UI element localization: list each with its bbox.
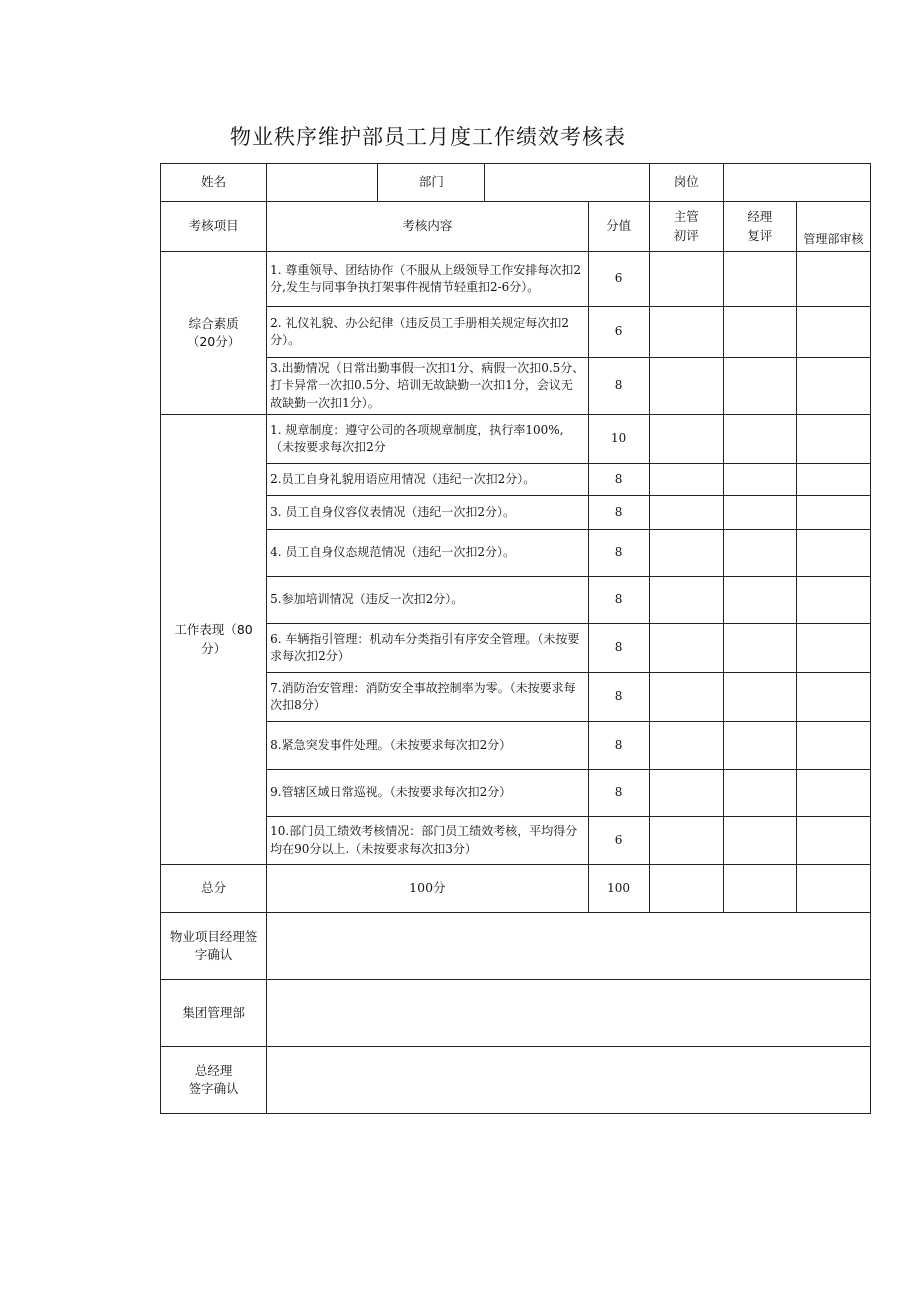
supervisor-score-cell[interactable] <box>649 673 723 722</box>
admin-total-cell[interactable] <box>796 865 870 913</box>
section-performance-name <box>161 415 267 865</box>
page-title: 物业秩序维护部员工月度工作绩效考核表 <box>230 125 626 149</box>
item-header: 考核项目 <box>161 202 267 252</box>
total-score: 100 <box>588 865 649 913</box>
admin-score-cell[interactable] <box>796 464 870 496</box>
post-label: 岗位 <box>649 164 723 202</box>
manager-score-cell[interactable] <box>723 673 796 722</box>
manager-score-cell[interactable] <box>723 770 796 817</box>
supervisor-score-cell[interactable] <box>649 252 723 307</box>
manager-header-line2: 复评 <box>747 227 773 243</box>
manager-score-cell[interactable] <box>723 624 796 673</box>
table-row <box>161 722 871 770</box>
section-quality-line2: （20分） <box>186 334 241 349</box>
total-content: 100分 <box>267 865 588 913</box>
table-row <box>161 252 871 307</box>
section-quality-line1: 综合素质 <box>188 315 239 331</box>
supervisor-header-line1: 主管 <box>673 209 699 225</box>
admin-score-cell[interactable] <box>796 817 870 865</box>
gm-signoff-label <box>161 1047 267 1114</box>
manager-score-cell[interactable] <box>723 464 796 496</box>
table-row <box>161 577 871 624</box>
supervisor-score-cell[interactable] <box>649 415 723 464</box>
table-row <box>161 624 871 673</box>
criterion-score: 8 <box>588 770 649 817</box>
supervisor-score-cell[interactable] <box>649 770 723 817</box>
criterion-text: 2. 礼仪礼貌、办公纪律（违反员工手册相关规定每次扣2分）。 <box>267 307 588 358</box>
gm-signoff-line2: 签字确认 <box>188 1081 239 1096</box>
criterion-text: 6. 车辆指引管理：机动车分类指引有序安全管理。（未按要求每次扣2分） <box>267 624 588 673</box>
manager-score-cell[interactable] <box>723 722 796 770</box>
admin-score-cell[interactable] <box>796 530 870 577</box>
manager-score-cell[interactable] <box>723 415 796 464</box>
manager-score-cell[interactable] <box>723 496 796 530</box>
info-row <box>161 164 871 202</box>
name-label: 姓名 <box>161 164 267 202</box>
table-row <box>161 770 871 817</box>
column-header-row <box>161 202 871 252</box>
criterion-score: 8 <box>588 722 649 770</box>
admin-score-cell[interactable] <box>796 358 870 415</box>
criterion-score: 8 <box>588 464 649 496</box>
gm-signature-field[interactable] <box>267 1047 871 1114</box>
group-admin-signature-field[interactable] <box>267 980 871 1047</box>
signoff-row <box>161 913 871 980</box>
manager-header-line1: 经理 <box>747 209 773 225</box>
criterion-score: 6 <box>588 307 649 358</box>
criterion-text: 9.管辖区域日常巡视。（未按要求每次扣2分） <box>267 770 588 817</box>
criterion-score: 8 <box>588 530 649 577</box>
criterion-text: 2.员工自身礼貌用语应用情况（违纪一次扣2分）。 <box>267 464 588 496</box>
post-field[interactable] <box>723 164 870 202</box>
admin-score-cell[interactable] <box>796 770 870 817</box>
gm-signoff-line1: 总经理 <box>194 1062 233 1078</box>
supervisor-score-cell[interactable] <box>649 464 723 496</box>
appraisal-form-table <box>160 163 871 1114</box>
table-row <box>161 307 871 358</box>
criterion-text: 1. 规章制度：遵守公司的各项规章制度，执行率100%,（未按要求每次扣2分 <box>267 415 588 464</box>
criterion-score: 6 <box>588 817 649 865</box>
supervisor-score-cell[interactable] <box>649 530 723 577</box>
criterion-score: 10 <box>588 415 649 464</box>
supervisor-score-cell[interactable] <box>649 722 723 770</box>
table-row <box>161 673 871 722</box>
table-row <box>161 496 871 530</box>
supervisor-score-cell[interactable] <box>649 358 723 415</box>
admin-score-cell[interactable] <box>796 496 870 530</box>
admin-review-header: 管理部审核 <box>796 202 870 252</box>
dept-field[interactable] <box>485 164 649 202</box>
project-manager-signature-field[interactable] <box>267 913 871 980</box>
manager-score-cell[interactable] <box>723 252 796 307</box>
supervisor-score-cell[interactable] <box>649 817 723 865</box>
criterion-text: 3.出勤情况（日常出勤事假一次扣1分、病假一次扣0.5分、打卡异常一次扣0.5分、培训无故缺勤一次扣1分，会议无故缺勤一次扣1分）。 <box>267 358 588 415</box>
admin-score-cell[interactable] <box>796 722 870 770</box>
project-manager-signoff-line1: 物业项目经理签 <box>169 928 258 944</box>
manager-header <box>723 202 796 252</box>
group-admin-signoff-label: 集团管理部 <box>161 980 267 1047</box>
name-field[interactable] <box>267 164 378 202</box>
manager-score-cell[interactable] <box>723 817 796 865</box>
manager-score-cell[interactable] <box>723 358 796 415</box>
admin-score-cell[interactable] <box>796 415 870 464</box>
criterion-text: 4. 员工自身仪态规范情况（违纪一次扣2分）。 <box>267 530 588 577</box>
supervisor-score-cell[interactable] <box>649 307 723 358</box>
manager-score-cell[interactable] <box>723 530 796 577</box>
dept-label: 部门 <box>378 164 485 202</box>
criterion-score: 6 <box>588 252 649 307</box>
supervisor-header <box>649 202 723 252</box>
section-performance-line1: 工作表现（80 <box>174 622 253 638</box>
supervisor-total-cell[interactable] <box>649 865 723 913</box>
table-row <box>161 464 871 496</box>
criterion-text: 5.参加培训情况（违反一次扣2分）。 <box>267 577 588 624</box>
manager-score-cell[interactable] <box>723 577 796 624</box>
content-header: 考核内容 <box>267 202 588 252</box>
total-label: 总分 <box>161 865 267 913</box>
manager-score-cell[interactable] <box>723 307 796 358</box>
table-row <box>161 358 871 415</box>
criterion-score: 8 <box>588 577 649 624</box>
section-performance-line2: 分） <box>201 640 227 656</box>
score-header: 分值 <box>588 202 649 252</box>
criterion-text: 8.紧急突发事件处理。（未按要求每次扣2分） <box>267 722 588 770</box>
admin-score-cell[interactable] <box>796 673 870 722</box>
criterion-text: 7.消防治安管理：消防安全事故控制率为零。（未按要求每次扣8分） <box>267 673 588 722</box>
admin-score-cell[interactable] <box>796 307 870 358</box>
manager-total-cell[interactable] <box>723 865 796 913</box>
total-row <box>161 865 871 913</box>
project-manager-signoff-label <box>161 913 267 980</box>
signoff-row <box>161 980 871 1047</box>
criterion-score: 8 <box>588 624 649 673</box>
admin-score-cell[interactable] <box>796 624 870 673</box>
criterion-text: 1. 尊重领导、团结协作（不服从上级领导工作安排每次扣2分,发生与同事争执打架事件视情节轻重扣2-6分）。 <box>267 252 588 307</box>
table-row <box>161 530 871 577</box>
criterion-score: 8 <box>588 673 649 722</box>
table-row <box>161 415 871 464</box>
section-quality-name <box>161 252 267 415</box>
criterion-score: 8 <box>588 496 649 530</box>
table-row <box>161 817 871 865</box>
admin-score-cell[interactable] <box>796 252 870 307</box>
criterion-text: 10.部门员工绩效考核情况：部门员工绩效考核，平均得分均在90分以上.（未按要求每次扣3分） <box>267 817 588 865</box>
criterion-text: 3. 员工自身仪容仪表情况（违纪一次扣2分）。 <box>267 496 588 530</box>
signoff-row <box>161 1047 871 1114</box>
admin-score-cell[interactable] <box>796 577 870 624</box>
project-manager-signoff-line2: 字确认 <box>194 947 233 962</box>
supervisor-score-cell[interactable] <box>649 496 723 530</box>
criterion-score: 8 <box>588 358 649 415</box>
supervisor-header-line2: 初评 <box>673 227 699 243</box>
supervisor-score-cell[interactable] <box>649 624 723 673</box>
supervisor-score-cell[interactable] <box>649 577 723 624</box>
